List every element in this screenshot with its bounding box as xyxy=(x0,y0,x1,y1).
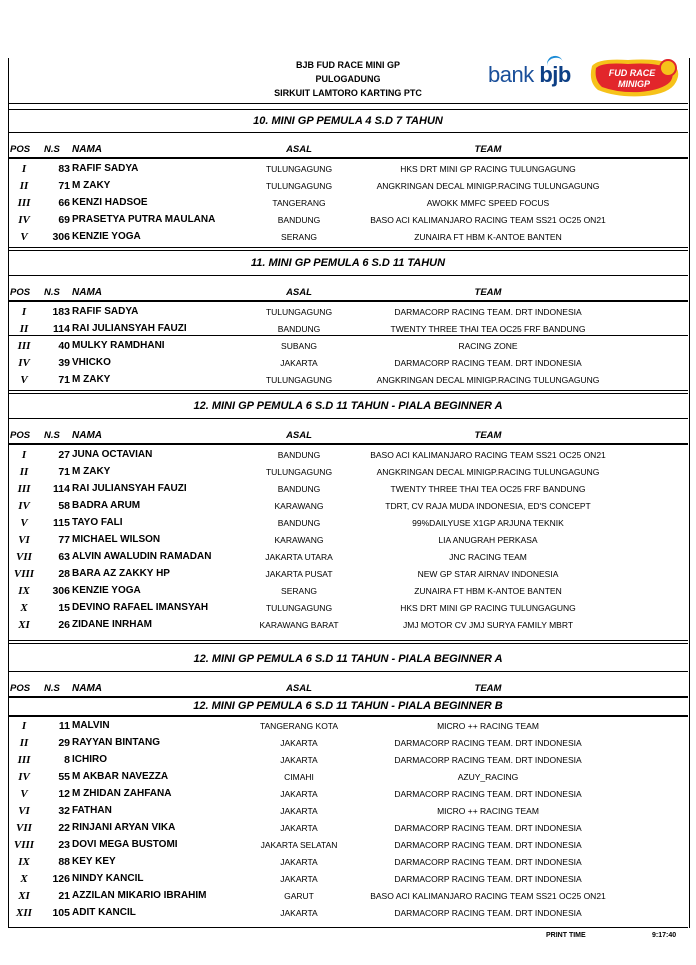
table-row: XI 21 AZZILAN MIKARIO IBRAHIM GARUT BASO ACI KALIMANJARO RACING TEAM SS21 OC25 ON21 xyxy=(18,890,606,902)
divider xyxy=(8,393,688,394)
fud-race-minigp-logo xyxy=(588,56,684,100)
table-row: III 114 RAI JULIANSYAH FAUZI BANDUNG TWENTY THREE THAI TEA OC25 FRF BANDUNG xyxy=(17,483,586,495)
table-row: III 66 KENZI HADSOE TANGERANG AWOKK MMFC SPEED FOCUS xyxy=(17,197,550,209)
table-row: VII 22 RINJANI ARYAN VIKA JAKARTA DARMACORP RACING TEAM. DRT INDONESIA xyxy=(16,822,582,834)
table-row: V 12 M ZHIDAN ZAHFANA JAKARTA DARMACORP RACING TEAM. DRT INDONESIA xyxy=(20,788,582,800)
column-header-row xyxy=(8,143,688,157)
table-row: X 15 DEVINO RAFAEL IMANSYAH TULUNGAGUNG HKS DRT MINI GP RACING TULUNGAGUNG xyxy=(20,602,576,614)
event-circuit: SIRKUIT LAMTORO KARTING PTC xyxy=(274,88,422,98)
divider xyxy=(8,132,688,133)
col-team: TEAM xyxy=(474,144,502,155)
divider xyxy=(8,927,688,928)
section-subtitle: 12. MINI GP PEMULA 6 S.D 11 TAHUN - PIALA BEGINNER B xyxy=(193,700,503,712)
table-row: III 40 MULKY RAMDHANI SUBANG RACING ZONE xyxy=(17,340,518,352)
divider xyxy=(8,696,688,698)
event-title: BJB FUD RACE MINI GP xyxy=(295,60,400,70)
table-row: IV 58 BADRA ARUM KARAWANG TDRT, CV RAJA MUDA INDONESIA, ED'S CONCEPT xyxy=(18,500,591,512)
table-row: III 8 ICHIRO JAKARTA DARMACORP RACING TEAM. DRT INDONESIA xyxy=(17,754,582,766)
column-header-row: POS N.S NAMA ASAL TEAM xyxy=(10,430,502,441)
table-row: IV 39 VHICKO JAKARTA DARMACORP RACING TEAM. DRT INDONESIA xyxy=(18,357,582,369)
table-row: X 126 NINDY KANCIL JAKARTA DARMACORP RACING TEAM. DRT INDONESIA xyxy=(20,873,582,885)
svg-text:MINIGP: MINIGP xyxy=(617,79,651,89)
table-row: VIII 23 DOVI MEGA BUSTOMI JAKARTA SELATAN DARMACORP RACING TEAM. DRT INDONESIA xyxy=(13,839,582,851)
table-row: VI 32 FATHAN JAKARTA MICRO ++ RACING TEAM xyxy=(18,805,539,817)
col-pos: POS xyxy=(10,144,31,155)
table-row: IX 88 KEY KEY JAKARTA DARMACORP RACING TEAM. DRT INDONESIA xyxy=(18,856,582,868)
svg-text:FUD RACE: FUD RACE xyxy=(608,68,656,78)
table-row: IV 69 PRASETYA PUTRA MAULANA BANDUNG BASO ACI KALIMANJARO RACING TEAM SS21 OC25 ON21 xyxy=(18,214,606,226)
table-row: II 71 M ZAKY TULUNGAGUNG ANGKRINGAN DECAL MINIGP.RACING TULUNGAGUNG xyxy=(19,180,600,192)
divider xyxy=(8,443,688,445)
table-row: XII 105 ADIT KANCIL JAKARTA DARMACORP RACING TEAM. DRT INDONESIA xyxy=(16,907,582,919)
col-asal: ASAL xyxy=(286,144,312,155)
divider xyxy=(8,250,688,251)
table-row: II 71 M ZAKY TULUNGAGUNG ANGKRINGAN DECAL MINIGP.RACING TULUNGAGUNG xyxy=(19,466,600,478)
table-row: VI 77 MICHAEL WILSON KARAWANG LIA ANUGRAH PERKASA xyxy=(18,534,538,546)
print-time-label: PRINT TIME xyxy=(546,932,586,939)
table-row: VIII 28 BARA AZ ZAKKY HP JAKARTA PUSAT NEW GP STAR AIRNAV INDONESIA xyxy=(13,568,559,580)
divider xyxy=(8,390,688,391)
table-row: V 306 KENZIE YOGA SERANG ZUNAIRA FT HBM K-ANTOE BANTEN xyxy=(20,231,562,243)
table-row: II 29 RAYYAN BINTANG JAKARTA DARMACORP RACING TEAM. DRT INDONESIA xyxy=(19,737,582,749)
table-row: V 71 M ZAKY TULUNGAGUNG ANGKRINGAN DECAL MINIGP.RACING TULUNGAGUNG xyxy=(20,374,600,386)
bank-bjb-logo: bank bjb xyxy=(488,62,571,88)
event-location: PULOGADUNG xyxy=(315,74,381,84)
table-row: IX 306 KENZIE YOGA SERANG ZUNAIRA FT HBM K-ANTOE BANTEN xyxy=(18,585,562,597)
divider xyxy=(8,109,688,110)
col-name: NAMA xyxy=(72,144,102,155)
table-row: I 183 RAFIF SADYA TULUNGAGUNG DARMACORP RACING TEAM. DRT INDONESIA xyxy=(21,306,582,318)
col-ns: N.S xyxy=(44,144,60,155)
table-row: I 83 RAFIF SADYA TULUNGAGUNG HKS DRT MINI GP RACING TULUNGAGUNG xyxy=(21,163,576,175)
table-row: VII 63 ALVIN AWALUDIN RAMADAN JAKARTA UTARA JNC RACING TEAM xyxy=(16,551,527,563)
section-title: 10. MINI GP PEMULA 4 S.D 7 TAHUN xyxy=(253,115,443,127)
section-title: 11. MINI GP PEMULA 6 S.D 11 TAHUN xyxy=(250,257,446,269)
table-row: I 27 JUNA OCTAVIAN BANDUNG BASO ACI KALIMANJARO RACING TEAM SS21 OC25 ON21 xyxy=(21,449,606,461)
column-header-row: POS N.S NAMA ASAL TEAM xyxy=(10,683,502,694)
divider xyxy=(8,643,688,644)
divider xyxy=(8,671,688,672)
divider xyxy=(8,157,688,159)
table-row: II 114 RAI JULIANSYAH FAUZI BANDUNG TWENTY THREE THAI TEA OC25 FRF BANDUNG xyxy=(19,323,586,335)
divider xyxy=(8,275,688,276)
divider xyxy=(8,640,688,641)
section-title: 12. MINI GP PEMULA 6 S.D 11 TAHUN - PIALA BEGINNER A xyxy=(193,400,503,412)
section-title: 12. MINI GP PEMULA 6 S.D 11 TAHUN - PIALA BEGINNER A xyxy=(193,653,503,665)
table-row: V 115 TAYO FALI BANDUNG 99%DAILYUSE X1GP ARJUNA TEKNIK xyxy=(20,517,564,529)
table-row: I 11 MALVIN TANGERANG KOTA MICRO ++ RACING TEAM xyxy=(21,720,539,732)
divider xyxy=(8,715,688,717)
column-header-row: POS N.S NAMA ASAL TEAM xyxy=(10,287,502,298)
divider xyxy=(8,418,688,419)
divider xyxy=(8,300,688,302)
table-row: XI 26 ZIDANE INRHAM KARAWANG BARAT JMJ MOTOR CV JMJ SURYA FAMILY MBRT xyxy=(18,619,574,631)
divider xyxy=(8,335,688,336)
divider xyxy=(8,103,688,104)
table-row: IV 55 M AKBAR NAVEZZA CIMAHI AZUY_RACING xyxy=(18,771,519,783)
print-time-value: 9:17:40 xyxy=(652,932,677,939)
divider xyxy=(8,247,688,248)
